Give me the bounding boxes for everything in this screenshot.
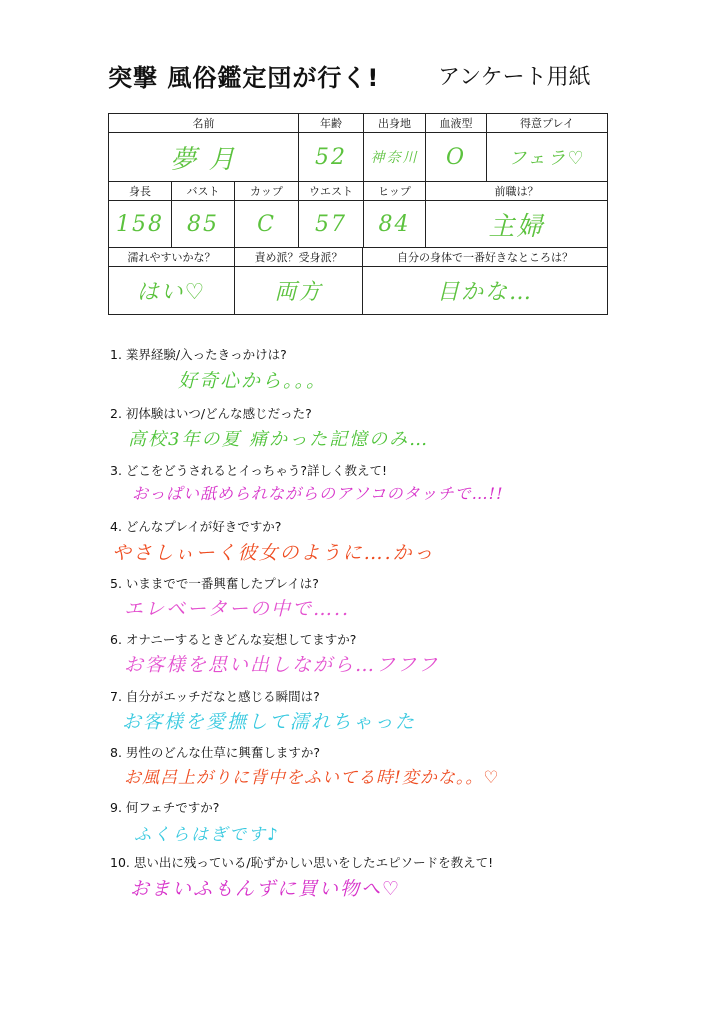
age-label: 年齢 (299, 114, 363, 133)
question-4: 4. どんなプレイが好きですか? (110, 519, 282, 534)
name-cell (109, 114, 299, 182)
waist-cell (299, 182, 364, 248)
page-subtitle: アンケート用紙 (438, 65, 591, 90)
fav-label: 自分の身体で一番好きなところは？ (363, 248, 607, 267)
question-8: 8. 男性のどんな仕草に興奮しますか? (110, 745, 321, 760)
cup-cell (235, 182, 299, 248)
birthplace-value: 神奈川 (370, 150, 419, 166)
answer-9: ふくらはぎです♪ (134, 825, 280, 845)
height-value: 158 (116, 211, 164, 237)
height-label: 身長 (109, 182, 171, 201)
profile-table (108, 113, 608, 315)
age-cell (299, 114, 364, 182)
blood-value: O (445, 144, 467, 170)
answer-2: 高校3年の夏 痛かった記憶のみ… (128, 429, 430, 450)
wet-label: 濡れやすいかな？ (109, 248, 234, 267)
wet-cell (109, 248, 235, 314)
answer-1: 好奇心から。。。 (178, 370, 328, 392)
answer-5: エレベーターの中で….. (124, 598, 351, 620)
birthplace-label: 出身地 (364, 114, 425, 133)
sm-cell (235, 248, 363, 314)
answer-3: おっぱい舐められながらのアソコのタッチで…!! (132, 484, 504, 503)
bust-label: バスト (172, 182, 234, 201)
hip-cell (364, 182, 426, 248)
form-header (108, 58, 628, 94)
skill-label: 得意プレイ (487, 114, 607, 133)
question-6: 6. オナニーするときどんな妄想してますか? (110, 632, 357, 647)
blood-cell (426, 114, 487, 182)
sm-label: 責め派？受身派？ (235, 248, 362, 267)
question-7: 7. 自分がエッチだなと感じる瞬間は? (110, 689, 320, 704)
hip-value: 84 (378, 211, 411, 237)
waist-value: 57 (315, 211, 347, 237)
question-10: 10. 思い出に残っている/恥ずかしい思いをしたエピソードを教えて! (110, 855, 494, 870)
height-cell (109, 182, 172, 248)
question-1: 1. 業界経験/入ったきっかけは? (110, 347, 287, 362)
wet-value: はい♡ (136, 280, 207, 305)
answer-4: やさしぃーく彼女のように….かっ (112, 542, 435, 564)
answer-10: おまいふもんずに買い物へ♡ (130, 878, 402, 900)
sm-value: 両方 (274, 280, 323, 305)
fav-value: 目かな… (436, 280, 533, 305)
birthplace-cell (364, 114, 426, 182)
question-3: 3. どこをどうされるとイっちゃう?詳しく教えて! (110, 463, 388, 478)
bust-value: 85 (187, 211, 219, 237)
bust-cell (172, 182, 235, 248)
job-label: 前職は？ (426, 182, 607, 201)
name-label: 名前 (109, 114, 298, 133)
page-title: 突撃 風俗鑑定団が行く! (108, 64, 380, 92)
job-value: 主婦 (488, 211, 545, 242)
skill-value: フェラ♡ (508, 148, 586, 169)
question-9: 9. 何フェチですか? (110, 800, 220, 815)
hip-label: ヒップ (364, 182, 425, 201)
waist-label: ウエスト (299, 182, 363, 201)
question-2: 2. 初体験はいつ/どんな感じだった? (110, 406, 312, 421)
fav-cell (363, 248, 607, 314)
answer-7: お客様を愛撫して濡れちゃった (122, 711, 417, 733)
skill-cell (487, 114, 607, 182)
job-cell (426, 182, 607, 248)
question-5: 5. いままでで一番興奮したプレイは? (110, 576, 319, 591)
cup-value: C (257, 211, 276, 237)
blood-label: 血液型 (426, 114, 486, 133)
cup-label: カップ (235, 182, 298, 201)
answer-6: お客様を思い出しながら…フフフ (124, 654, 440, 676)
answer-8: お風呂上がりに背中をふいてる時!変かな。。♡ (124, 768, 500, 788)
age-value: 52 (315, 144, 347, 170)
name-value: 夢 月 (170, 144, 237, 175)
